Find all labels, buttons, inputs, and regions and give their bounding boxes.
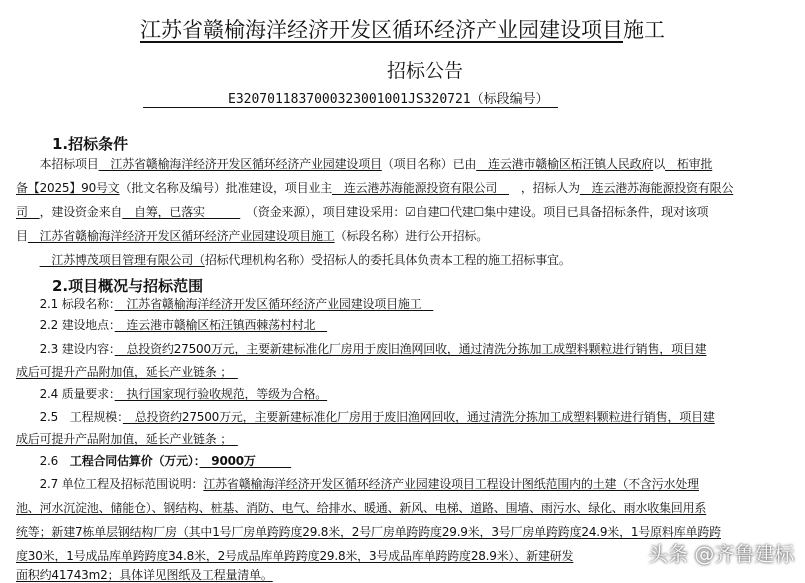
text-segment: 目 (16, 229, 28, 243)
text-segment: ，建设资金来自 (39, 205, 123, 219)
text-segment: 2.7 单位工程及招标范围说明： (16, 477, 204, 491)
filled-field: 连云港苏海能源投资有限公司 (332, 181, 510, 195)
filled-field: 池、河水沉淀池、储能仓）、钢结构、桩基、消防、电气、给排水、暖通、新风、电梯、道路、围墙、雨污水、绿化、雨水收集回用系 (16, 501, 707, 515)
text-line (16, 363, 798, 380)
title-suffix: 施工 (623, 18, 665, 42)
document-subtitle: 招标公告 (386, 60, 463, 82)
text-segment: （项目名称）已由 (381, 157, 477, 171)
filled-field: 江苏博茂项目管理有限公司（ (39, 253, 205, 267)
filled-field: 江苏省赣榆海洋经济开发区循环经济产业园建设项目施工 (114, 297, 434, 311)
filled-field: 江苏省赣榆海洋经济开发区循环经济产业园建设项目工程设计图纸范围内的土建（不含污水处理 (203, 477, 699, 491)
text-segment: ，招标人为 (509, 181, 580, 195)
filled-field: 总投资约27500万元，主要新建标准化厂房用于废旧渔网回收，通过清洗分拣加工成塑料颗粒进行销售，项目建 (114, 342, 707, 356)
filled-field: 司 (16, 205, 40, 219)
text-segment: 工程合同估算价（万元）： (69, 454, 200, 468)
title-project-name: 江苏省赣榆海洋经济开发区循环经济产业园建设项目 (140, 18, 623, 42)
text-line (16, 408, 798, 425)
text-line (16, 316, 798, 333)
document-title (0, 14, 805, 44)
filled-field: 度30米，1号成品库单跨跨度34.8米，2号成品库单跨跨度29.8米，3号成品库单跨跨度28.9米）、新建研发 (16, 549, 574, 563)
text-line (16, 179, 798, 196)
text-segment: （标段名称）进行公开招标。 (334, 229, 489, 243)
text-segment: 2.6 (16, 454, 70, 468)
filled-field: 江苏省赣榆海洋经济开发区循环经济产业园建设项目施工 (27, 229, 335, 243)
text-segment: 2.5 工程规模： (16, 410, 123, 424)
bid-section-code: E3207011837000323001001JS320721（标段编号） (143, 88, 558, 108)
filled-field: 成后可提升产品附加值，延长产业链条 ； (16, 432, 238, 446)
text-line (16, 385, 798, 402)
text-segment: 2.1 标段名称： (16, 297, 115, 311)
text-segment (16, 253, 40, 267)
filled-field: 9000万 (199, 454, 292, 468)
text-line (16, 452, 798, 469)
filled-field: 连云港苏海能源投资有限公 (579, 181, 734, 195)
filled-field: 柘审批 (665, 157, 713, 171)
watermark: 头条 @齐鲁建标 (648, 542, 795, 566)
filled-field: 备【2025】90号文 (16, 181, 120, 195)
text-segment: 招标代理机构名称）受招标人的委托具体负责本工程的施工招标事宜。 (204, 253, 571, 267)
text-line (16, 340, 798, 357)
text-segment: （批文名称及编号）批准建设，项目业主 (119, 181, 333, 195)
text-line (16, 251, 798, 268)
section-heading-2: 2.项目概况与招标范围 (52, 277, 204, 295)
filled-field: 执行国家现行验收规范，等级为合格。 (114, 387, 328, 401)
filled-field: 总投资约27500万元，主要新建标准化厂房用于废旧渔网回收，通过清洗分拣加工成塑料颗粒进行销售，项目建 (122, 410, 715, 424)
text-segment: （资金来源），项目建设采用：☑自建☐代建☐集中建设。项目已具备招标条件，现对该项 (240, 205, 709, 219)
text-segment: 2.3 建设内容： (16, 342, 115, 356)
text-line (16, 499, 798, 516)
text-segment: 以 (653, 157, 666, 171)
section-heading-1: 1.招标条件 (52, 135, 129, 153)
filled-field: 统等；新建7栋单层钢结构厂房（其中1号厂房单跨跨度29.8米，2号厂房单跨跨度29.9米，3号厂房单跨跨度24.9米，1号原料库单跨跨 (16, 525, 721, 539)
filled-field: 自筹，已落实 (122, 205, 241, 219)
filled-field: 连云港市赣榆区柘汪镇人民政府 (476, 157, 654, 171)
text-line (16, 475, 798, 492)
text-line (16, 203, 798, 220)
filled-field: 连云港市赣榆区柘汪镇西棘荡村村北 (114, 318, 328, 332)
text-line (16, 227, 798, 244)
text-line (16, 295, 798, 312)
text-line (16, 155, 798, 172)
text-segment: 2.2 建设地点： (16, 318, 115, 332)
text-line (16, 566, 798, 583)
text-line (16, 430, 798, 447)
filled-field: 面积约41743m2；具体详见图纸及工程量清单。 (16, 568, 273, 582)
filled-field: 江苏省赣榆海洋经济开发区循环经济产业园建设项目 (98, 157, 382, 171)
text-segment: 本招标项目 (16, 157, 99, 171)
filled-field: 成后可提升产品附加值，延长产业链条 ； (16, 365, 238, 379)
text-segment: 2.4 质量要求： (16, 387, 115, 401)
